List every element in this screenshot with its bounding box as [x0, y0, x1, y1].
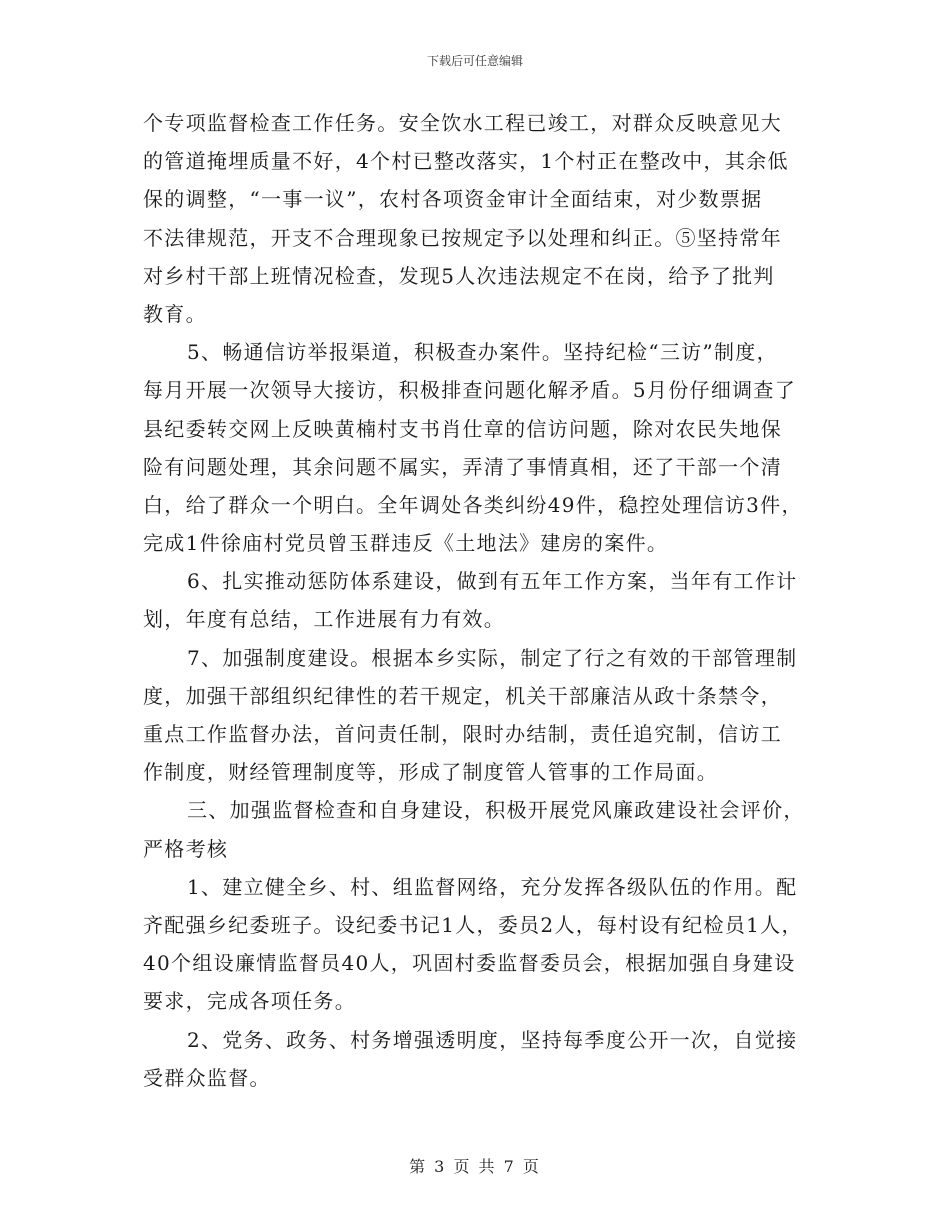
text-line: 要求，完成各项任务。 — [143, 989, 356, 1014]
paragraph — [143, 639, 813, 792]
text-line: 县纪委转交网上反映黄楠村支书肖仕章的信访问题，除对农民失地保 — [143, 416, 782, 441]
text-line: 5、畅通信访举报渠道，积极查办案件。坚持纪检“三访”制度， — [187, 340, 778, 365]
text-line: 齐配强乡纪委班子。设纪委书记1人，委员2人，每村设有纪检员1人， — [143, 912, 803, 937]
text-line: 的管道掩埋质量不好，4个村已整改落实，1个村正在整改中，其余低 — [143, 149, 789, 174]
text-line: 7、加强制度建设。根据本乡实际，制定了行之有效的干部管理制 — [187, 645, 798, 670]
text-line: 1、建立健全乡、村、组监督网络，充分发挥各级队伍的作用。配 — [187, 874, 798, 899]
text-line: 完成1件徐庙村党员曾玉群违反《土地法》建房的案件。 — [143, 531, 669, 556]
paragraph — [143, 104, 813, 333]
text-line: 每月开展一次领导大接访，积极排查问题化解矛盾。5月份仔细调查了 — [143, 378, 797, 403]
document-body — [143, 104, 813, 1097]
text-line: 受群众监督。 — [143, 1065, 271, 1090]
paragraph — [143, 868, 813, 1021]
text-line: 对乡村干部上班情况检查，发现5人次违法规定不在岗，给予了批判 — [143, 263, 775, 288]
paragraph — [143, 791, 813, 867]
paragraph — [143, 333, 813, 562]
text-line: 白，给了群众一个明白。全年调处各类纠纷49件，稳控处理信访3件， — [143, 492, 803, 517]
text-line: 保的调整，“一事一议”，农村各项资金审计全面结束，对少数票据 — [143, 187, 763, 212]
text-line: 6、扎实推动惩防体系建设，做到有五年工作方案，当年有工作计 — [187, 569, 798, 594]
text-line: 个专项监督检查工作任务。安全饮水工程已竣工，对群众反映意见大 — [143, 111, 782, 135]
text-line: 划，年度有总结，工作进展有力有效。 — [143, 607, 506, 632]
text-line: 作制度，财经管理制度等，形成了制度管人管事的工作局面。 — [143, 760, 719, 785]
paragraph — [143, 1021, 813, 1097]
page-header: 下载后可任意编辑 — [426, 54, 523, 68]
paragraph — [143, 562, 813, 638]
text-line: 不法律规范，开支不合理现象已按规定予以处理和纠正。⑤坚持常年 — [143, 225, 782, 250]
text-line: 40个组设廉情监督员40人，巩固村委监督委员会，根据加强自身建设 — [143, 951, 796, 976]
page-footer: 第 3 页 共 7 页 — [409, 1157, 541, 1176]
text-line: 三、加强监督检查和自身建设，积极开展党风廉政建设社会评价， — [187, 798, 805, 823]
text-line: 教育。 — [143, 301, 207, 326]
text-line: 重点工作监督办法，首问责任制，限时办结制，责任追究制，信访工 — [143, 722, 782, 746]
text-line: 严格考核 — [143, 836, 229, 861]
text-line: 险有问题处理，其余问题不属实，弄清了事情真相，还了干部一个清 — [143, 454, 782, 479]
text-line: 2、党务、政务、村务增强透明度，坚持每季度公开一次，自觉接 — [187, 1027, 798, 1052]
text-line: 度，加强干部组织纪律性的若干规定，机关干部廉洁从政十条禁令， — [143, 683, 782, 708]
